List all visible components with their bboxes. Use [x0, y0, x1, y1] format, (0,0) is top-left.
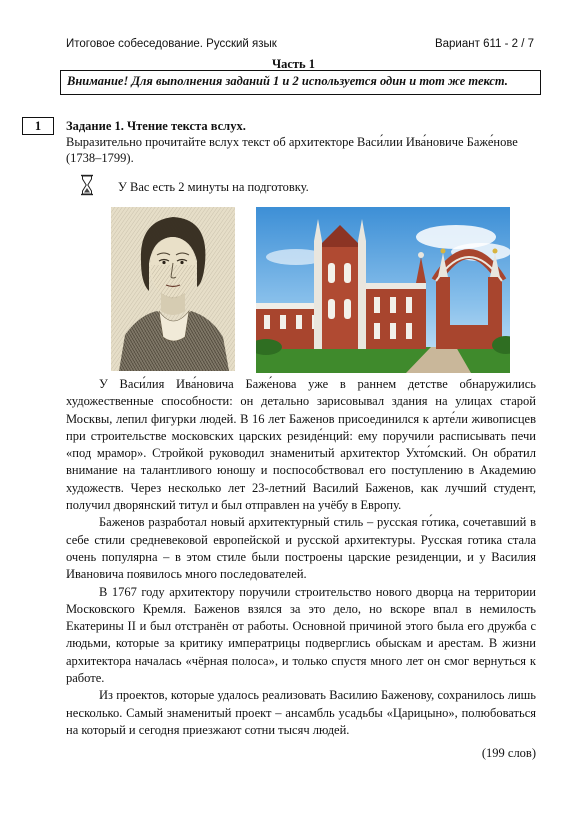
task-title: Задание 1. Чтение текста вслух.	[66, 119, 246, 133]
word-count: (199 слов)	[481, 746, 536, 760]
paragraph: Баженов разработал новый архитектурный стиль – русская го́тика, сочетавший в себе стили средневековой европейской и русской архитектуры. Русская готика стала очень популярна – в этом стиле были построены царские резиденции, и у Василия Ивановича появилось много последователей.	[66, 515, 536, 582]
header-variant: Вариант 611 - 2 / 7	[434, 38, 534, 50]
task-number: 1	[22, 117, 54, 135]
prep-time-text: У Вас есть 2 минуты на подготовку.	[118, 180, 309, 194]
paragraph: В 1767 году архитектору поручили строительство нового дворца на территории Московского Кремля. Баженов взялся за это дело, но вскоре впал в немилость Екатерины II и был отстранён от работы. Основной причиной этого была его дружба с людьми, которые за критику императрицы подверглись обыскам и арестам. В жизни архитектора началась «чёрная полоса», и только спустя много лет он смог вернуться к работе.	[66, 584, 536, 686]
hourglass-icon	[80, 174, 94, 196]
task-header	[66, 118, 536, 166]
paragraph: Из проектов, которые удалось реализовать Василию Баженову, сохранилось лишь несколько. Самый знаменитый проект – ансамбль усадьбы «Царицыно», полюбоваться на который и сегодня приезжают сотни тысяч людей.	[66, 688, 536, 737]
palace-photo	[256, 207, 510, 373]
task-instruction: Выразительно прочитайте вслух текст об архитекторе Васи́лии Ива́новиче Баже́нове (1738–1799).	[66, 135, 518, 165]
portrait-image	[111, 207, 235, 371]
paragraph: У Васи́лия Ива́новича Баже́нова уже в раннем детстве обнаружились художественные способности: он детально зарисовывал здания на улицах старой Москвы, лепил фигурки людей. В 16 лет Баженов присоединился к арте́ли живописцев при строительстве московских царских резиде́нций: ему поручили расписывать печи «под мрамор». Стройкой руководил знаменитый архитектор Ухто́мский. Он обратил внимание на талантливого юношу и поспособствовал его поступлению в Академию художеств. Через несколько лет 23-летний Василий Баженов, как лучший студент, получил дворянский титул и был отправлен на учёбу в Европу.	[66, 377, 536, 513]
notice-box: Внимание! Для выполнения заданий 1 и 2 используется один и тот же текст.	[60, 70, 541, 95]
header-left: Итоговое собеседование. Русский язык	[66, 38, 277, 50]
reading-text	[66, 376, 536, 739]
part-title: Часть 1	[271, 57, 316, 71]
